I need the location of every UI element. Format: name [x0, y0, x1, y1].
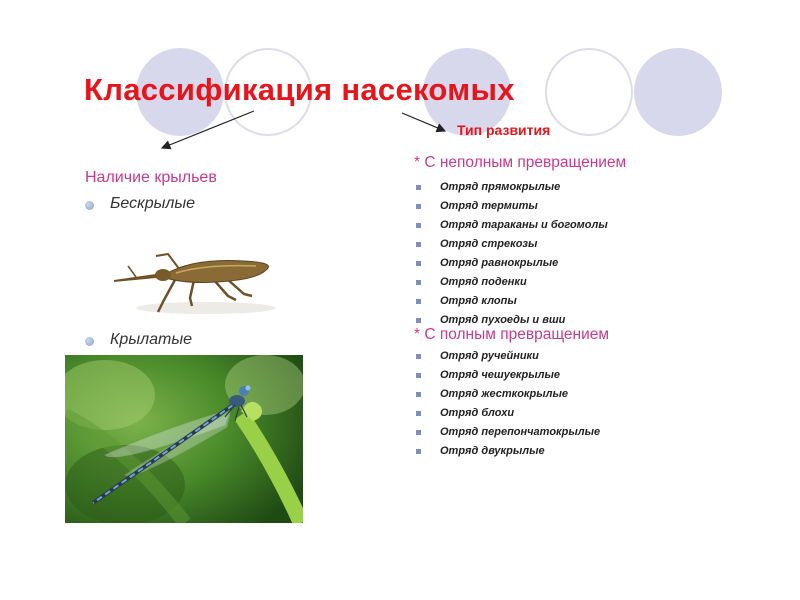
bullet-square-icon	[416, 411, 421, 416]
order-name: Отряд перепончатокрылые	[440, 426, 601, 438]
order-name: Отряд двукрылые	[440, 445, 545, 457]
bullet-square-icon	[416, 430, 421, 435]
complete-metamorphosis-heading: * С полным превращением	[414, 326, 610, 343]
list-item	[414, 442, 600, 461]
order-name: Отряд тараканы и богомолы	[440, 219, 608, 231]
bullet-square-icon	[416, 449, 421, 454]
bullet-square-icon	[416, 392, 421, 397]
incomplete-metamorphosis-heading: * С неполным превращением	[414, 154, 627, 171]
arrow-to-development	[402, 113, 445, 131]
wings-heading: Наличие крыльев	[85, 169, 217, 186]
wingless-label: Бескрылые	[110, 195, 196, 212]
damselfly-photo	[65, 355, 303, 523]
bullet-icon	[85, 201, 94, 210]
bullet-square-icon	[416, 373, 421, 378]
order-name: Отряд термиты	[440, 200, 538, 212]
list-item	[414, 366, 600, 385]
order-name: Отряд жесткокрылые	[440, 388, 568, 400]
order-name: Отряд поденки	[440, 276, 527, 288]
list-item	[414, 292, 608, 311]
order-name: Отряд пухоеды и вши	[440, 314, 566, 326]
bullet-square-icon	[416, 242, 421, 247]
development-type-label: Тип развития	[457, 122, 551, 138]
bullet-square-icon	[416, 280, 421, 285]
list-item	[414, 178, 608, 197]
arrow-to-wings	[162, 111, 254, 148]
bullet-icon	[85, 337, 94, 346]
list-item	[414, 273, 608, 292]
order-name: Отряд блохи	[440, 407, 515, 419]
complete-orders-list	[414, 347, 600, 461]
order-name: Отряд стрекозы	[440, 238, 538, 250]
order-name: Отряд равнокрылые	[440, 257, 559, 269]
list-item	[414, 254, 608, 273]
bullet-square-icon	[416, 299, 421, 304]
list-item	[414, 216, 608, 235]
order-name: Отряд чешуекрылые	[440, 369, 560, 381]
order-name: Отряд клопы	[440, 295, 517, 307]
order-name: Отряд прямокрылые	[440, 181, 561, 193]
list-item	[414, 385, 600, 404]
bullet-square-icon	[416, 223, 421, 228]
list-item	[414, 235, 608, 254]
bullet-square-icon	[416, 318, 421, 323]
order-name: Отряд ручейники	[440, 350, 539, 362]
list-item	[414, 197, 608, 216]
weevil-image	[106, 240, 286, 318]
list-item	[414, 347, 600, 366]
bullet-square-icon	[416, 354, 421, 359]
bullet-square-icon	[416, 261, 421, 266]
list-item	[414, 404, 600, 423]
bullet-square-icon	[416, 204, 421, 209]
winged-label: Крылатые	[110, 331, 193, 348]
bullet-square-icon	[416, 185, 421, 190]
page-title: Классификация насекомых	[84, 72, 515, 107]
list-item	[414, 423, 600, 442]
incomplete-orders-list	[414, 178, 608, 330]
